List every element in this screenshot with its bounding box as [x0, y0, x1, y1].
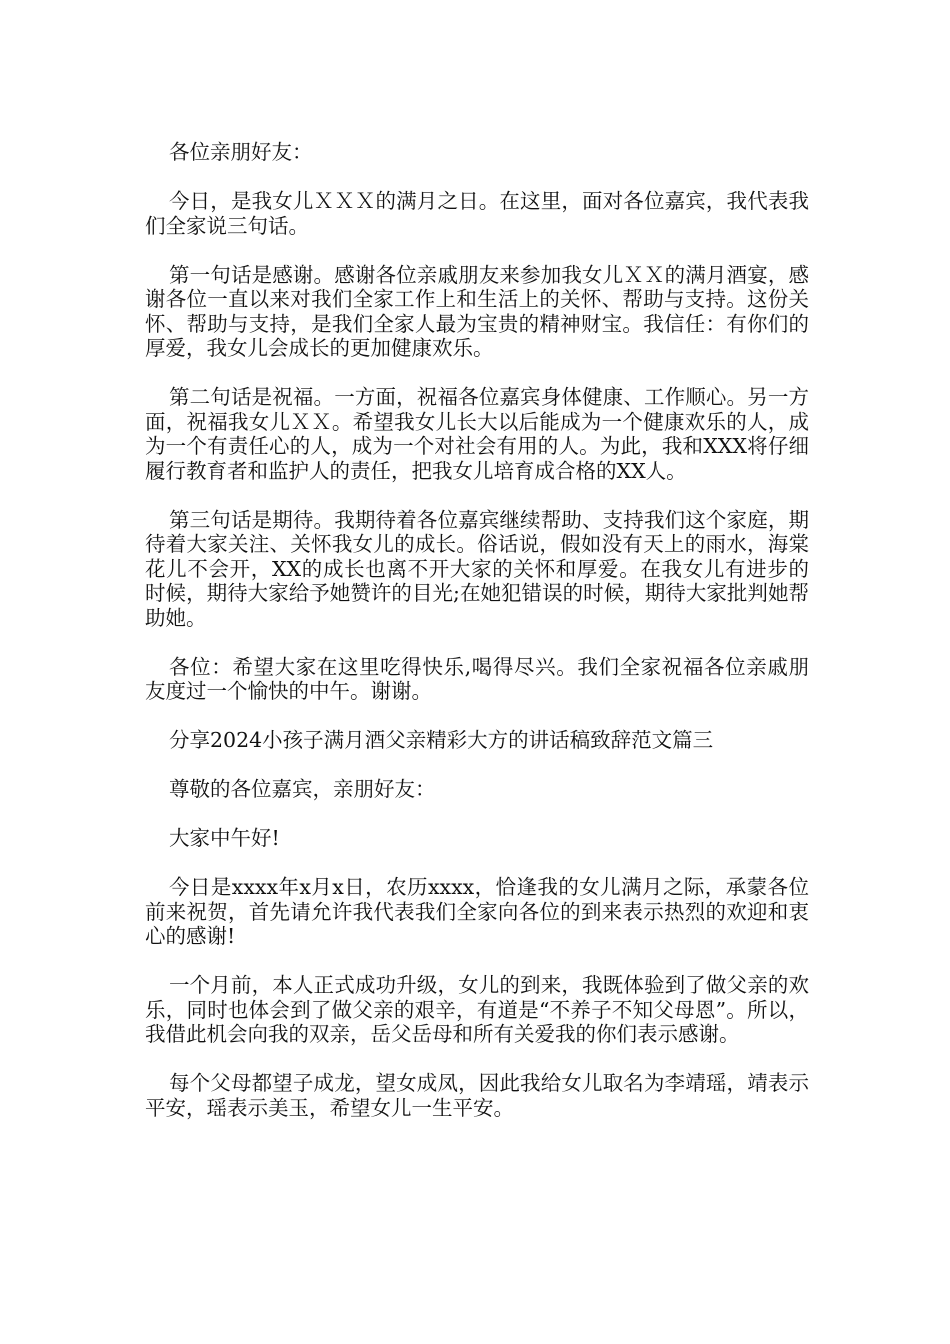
body-paragraph: 第一句话是感谢。感谢各位亲戚朋友来参加我女儿ＸＸ的满月酒宴，感谢各位一直以来对我们全家工作上和生活上的关怀、帮助与支持。这份关怀、帮助与支持，是我们全家人最为宝贵的精神财宝。我信任：有你们的厚爱，我女儿会成长的更加健康欢乐。 [145, 262, 809, 360]
greeting-paragraph: 尊敬的各位嘉宾，亲朋好友： [169, 777, 436, 801]
body-paragraph: 第三句话是期待。我期待着各位嘉宾继续帮助、支持我们这个家庭，期待着大家关注、关怀我女儿的成长。俗话说，假如没有天上的雨水，海棠花儿不会开，XX的成长也离不开大家的关怀和厚爱。在我女儿有进步的时候，期待大家给予她赞许的目光;在她犯错误的时候，期待大家批判她帮助她。 [145, 507, 809, 630]
document-body [145, 140, 809, 1145]
body-paragraph: 一个月前，本人正式成功升级，女儿的到来，我既体验到了做父亲的欢乐，同时也体会到了做父亲的艰辛，有道是“不养子不知父母恩”。所以，我借此机会向我的双亲，岳父岳母和所有关爱我的你们表示感谢。 [145, 973, 809, 1046]
body-paragraph: 大家中午好! [169, 826, 280, 850]
body-paragraph: 今日是xxxx年x月x日，农历xxxx，恰逢我的女儿满月之际，承蒙各位前来祝贺，首先请允许我代表我们全家向各位的到来表示热烈的欢迎和衷心的感谢! [145, 875, 809, 948]
body-paragraph: 各位：希望大家在这里吃得快乐,喝得尽兴。我们全家祝福各位亲戚朋友度过一个愉快的中午。谢谢。 [145, 654, 809, 703]
greeting-paragraph: 各位亲朋好友： [169, 140, 313, 164]
section-heading: 分享2024小孩子满月酒父亲精彩大方的讲话稿致辞范文篇三 [169, 728, 714, 752]
body-paragraph: 第二句话是祝福。一方面，祝福各位嘉宾身体健康、工作顺心。另一方面，祝福我女儿ＸＸ。希望我女儿长大以后能成为一个健康欢乐的人，成为一个有责任心的人，成为一个对社会有用的人。为此，我和XXX将仔细履行教育者和监护人的责任，把我女儿培育成合格的XX人。 [145, 385, 809, 483]
body-paragraph: 每个父母都望子成龙，望女成凤，因此我给女儿取名为李靖瑶，靖表示平安，瑶表示美玉，希望女儿一生平安。 [145, 1071, 809, 1120]
body-paragraph: 今日，是我女儿ＸＸＸ的满月之日。在这里，面对各位嘉宾，我代表我们全家说三句话。 [145, 189, 809, 238]
